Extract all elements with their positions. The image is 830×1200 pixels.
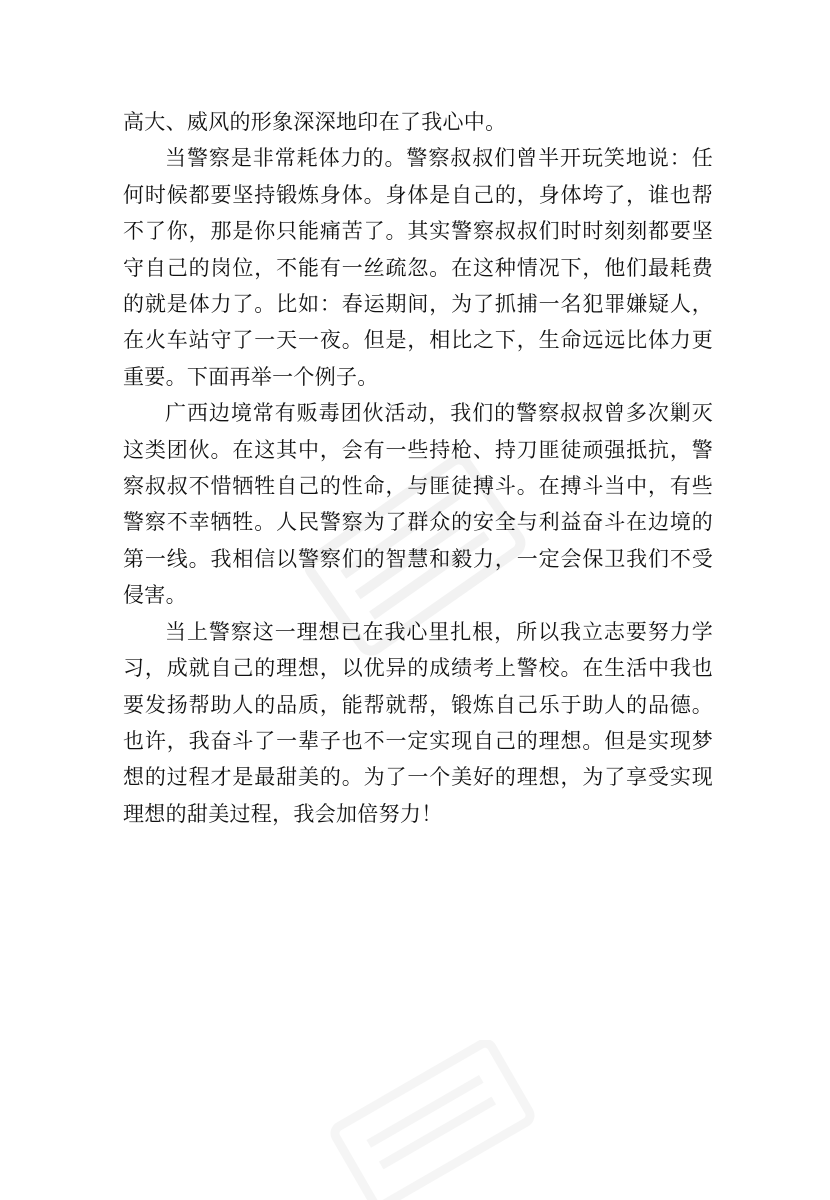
paragraph-4: 当上警察这一理想已在我心里扎根，所以我立志要努力学习，成就自己的理想，以优异的成绩考上警校。在生活中我也要发扬帮助人的品质，能帮就帮，锻炼自己乐于助人的品德。也许，我奋斗了一辈子也不一定实现自己的理想。但是实现梦想的过程才是最甜美的。为了一个美好的理想，为了享受实现理想的甜美过程，我会加倍努力！ bbox=[123, 619, 713, 826]
paragraph-1: 高大、威风的形象深深地印在了我心中。 bbox=[123, 110, 507, 134]
paragraph-2: 当警察是非常耗体力的。警察叔叔们曾半开玩笑地说：任何时候都要坚持锻炼身体。身体是自己的，身体垮了，谁也帮不了你，那是你只能痛苦了。其实警察叔叔们时时刻刻都要坚守自己的岗位，不能有一丝疏忽。在这种情况下，他们最耗费的就是体力了。比如：春运期间，为了抓捕一名犯罪嫌疑人，在火车站守了一天一夜。但是，相比之下，生命远远比体力更重要。下面再举一个例子。 bbox=[123, 146, 713, 389]
paragraph-3: 广西边境常有贩毒团伙活动，我们的警察叔叔曾多次剿灭这类团伙。在这其中，会有一些持枪、持刀匪徒顽强抵抗，警察叔叔不惜牺牲自己的性命，与匪徒搏斗。在搏斗当中，有些警察不幸牺牲。人民警察为了群众的安全与利益奋斗在边境的第一线。我相信以警察们的智慧和毅力，一定会保卫我们不受侵害。 bbox=[123, 401, 713, 608]
document-body bbox=[123, 104, 713, 832]
watermark-fragment-icon bbox=[300, 1040, 560, 1200]
